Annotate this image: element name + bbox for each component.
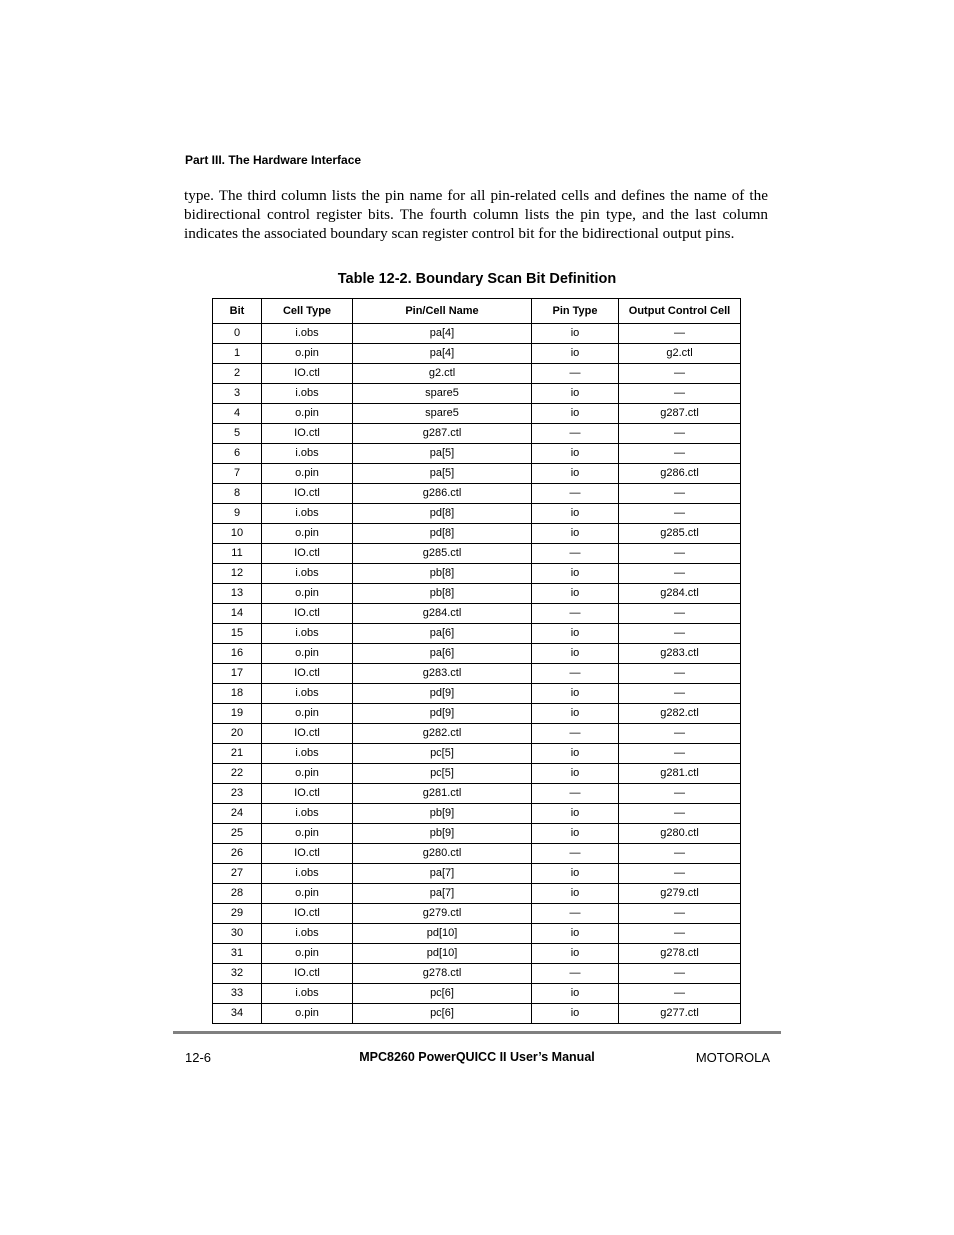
cell-pin-type: — [532, 604, 619, 624]
cell-pin-type: io [532, 564, 619, 584]
column-header-pin-cell-name: Pin/Cell Name [353, 299, 532, 324]
table-row [213, 364, 741, 384]
table-row [213, 984, 741, 1004]
cell-output-control: — [619, 444, 741, 464]
cell-pin-cell-name: pb[8] [353, 564, 532, 584]
table-row [213, 504, 741, 524]
cell-cell-type: o.pin [262, 764, 353, 784]
cell-cell-type: o.pin [262, 524, 353, 544]
cell-output-control: — [619, 324, 741, 344]
cell-pin-cell-name: pc[5] [353, 744, 532, 764]
cell-pin-cell-name: pa[6] [353, 644, 532, 664]
cell-cell-type: o.pin [262, 944, 353, 964]
table-row [213, 804, 741, 824]
cell-pin-type: io [532, 524, 619, 544]
table-row [213, 1004, 741, 1024]
cell-pin-type: io [532, 864, 619, 884]
cell-pin-cell-name: pb[9] [353, 804, 532, 824]
cell-output-control: — [619, 544, 741, 564]
cell-pin-cell-name: pc[6] [353, 1004, 532, 1024]
cell-pin-type: io [532, 764, 619, 784]
cell-bit: 24 [213, 804, 262, 824]
cell-bit: 1 [213, 344, 262, 364]
cell-output-control: — [619, 384, 741, 404]
cell-bit: 14 [213, 604, 262, 624]
cell-pin-type: io [532, 404, 619, 424]
cell-output-control: — [619, 604, 741, 624]
boundary-scan-table [212, 298, 741, 1024]
cell-cell-type: IO.ctl [262, 424, 353, 444]
table-row [213, 484, 741, 504]
cell-cell-type: o.pin [262, 644, 353, 664]
cell-bit: 29 [213, 904, 262, 924]
cell-cell-type: IO.ctl [262, 784, 353, 804]
cell-bit: 23 [213, 784, 262, 804]
cell-cell-type: i.obs [262, 384, 353, 404]
table-row [213, 464, 741, 484]
table-row [213, 324, 741, 344]
table-row [213, 684, 741, 704]
cell-pin-cell-name: pd[8] [353, 504, 532, 524]
column-header-bit: Bit [213, 299, 262, 324]
cell-bit: 0 [213, 324, 262, 344]
cell-pin-type: io [532, 984, 619, 1004]
table-row [213, 724, 741, 744]
cell-bit: 15 [213, 624, 262, 644]
cell-bit: 13 [213, 584, 262, 604]
cell-output-control: — [619, 864, 741, 884]
cell-pin-cell-name: spare5 [353, 384, 532, 404]
cell-pin-cell-name: pd[10] [353, 924, 532, 944]
cell-pin-type: — [532, 364, 619, 384]
cell-pin-type: io [532, 384, 619, 404]
cell-cell-type: i.obs [262, 324, 353, 344]
cell-pin-cell-name: g282.ctl [353, 724, 532, 744]
cell-cell-type: i.obs [262, 924, 353, 944]
cell-cell-type: i.obs [262, 564, 353, 584]
column-header-pin-type: Pin Type [532, 299, 619, 324]
cell-pin-cell-name: g287.ctl [353, 424, 532, 444]
cell-bit: 2 [213, 364, 262, 384]
cell-pin-type: — [532, 664, 619, 684]
table-row [213, 604, 741, 624]
table-row [213, 624, 741, 644]
cell-pin-cell-name: g284.ctl [353, 604, 532, 624]
cell-pin-cell-name: pd[10] [353, 944, 532, 964]
cell-pin-type: — [532, 424, 619, 444]
cell-bit: 32 [213, 964, 262, 984]
table-row [213, 544, 741, 564]
cell-output-control: — [619, 784, 741, 804]
cell-output-control: — [619, 964, 741, 984]
cell-cell-type: o.pin [262, 464, 353, 484]
cell-bit: 8 [213, 484, 262, 504]
cell-bit: 11 [213, 544, 262, 564]
cell-cell-type: i.obs [262, 624, 353, 644]
table-row [213, 844, 741, 864]
cell-bit: 12 [213, 564, 262, 584]
cell-pin-cell-name: pa[5] [353, 464, 532, 484]
cell-cell-type: i.obs [262, 684, 353, 704]
cell-pin-cell-name: g280.ctl [353, 844, 532, 864]
table-row [213, 784, 741, 804]
cell-bit: 16 [213, 644, 262, 664]
table-row [213, 584, 741, 604]
cell-bit: 30 [213, 924, 262, 944]
cell-cell-type: IO.ctl [262, 724, 353, 744]
cell-cell-type: o.pin [262, 704, 353, 724]
cell-output-control: g285.ctl [619, 524, 741, 544]
cell-pin-type: io [532, 324, 619, 344]
cell-pin-type: — [532, 484, 619, 504]
cell-pin-type: — [532, 544, 619, 564]
cell-pin-cell-name: g281.ctl [353, 784, 532, 804]
cell-pin-type: io [532, 444, 619, 464]
cell-pin-cell-name: pc[5] [353, 764, 532, 784]
table-row [213, 444, 741, 464]
company-name: MOTOROLA [695, 1050, 770, 1065]
cell-bit: 25 [213, 824, 262, 844]
cell-pin-type: io [532, 504, 619, 524]
cell-pin-cell-name: pa[7] [353, 864, 532, 884]
table-row [213, 944, 741, 964]
cell-cell-type: i.obs [262, 504, 353, 524]
cell-output-control: g279.ctl [619, 884, 741, 904]
cell-pin-type: io [532, 804, 619, 824]
cell-cell-type: IO.ctl [262, 904, 353, 924]
table-row [213, 904, 741, 924]
cell-pin-type: io [532, 944, 619, 964]
cell-pin-type: io [532, 624, 619, 644]
cell-cell-type: o.pin [262, 404, 353, 424]
cell-cell-type: IO.ctl [262, 544, 353, 564]
cell-cell-type: i.obs [262, 864, 353, 884]
cell-bit: 7 [213, 464, 262, 484]
cell-pin-cell-name: pd[9] [353, 684, 532, 704]
footer-rule [173, 1031, 781, 1034]
cell-output-control: g284.ctl [619, 584, 741, 604]
cell-bit: 10 [213, 524, 262, 544]
cell-pin-type: io [532, 704, 619, 724]
cell-cell-type: IO.ctl [262, 484, 353, 504]
manual-title: MPC8260 PowerQUICC II User’s Manual [359, 1050, 595, 1064]
cell-bit: 22 [213, 764, 262, 784]
cell-pin-type: io [532, 464, 619, 484]
cell-cell-type: IO.ctl [262, 964, 353, 984]
cell-bit: 3 [213, 384, 262, 404]
cell-output-control: — [619, 724, 741, 744]
table-row [213, 704, 741, 724]
cell-output-control: — [619, 664, 741, 684]
cell-bit: 27 [213, 864, 262, 884]
table-row [213, 864, 741, 884]
cell-pin-type: — [532, 784, 619, 804]
cell-cell-type: i.obs [262, 444, 353, 464]
cell-output-control: — [619, 844, 741, 864]
cell-pin-cell-name: pa[4] [353, 324, 532, 344]
cell-bit: 5 [213, 424, 262, 444]
cell-output-control: — [619, 984, 741, 1004]
cell-cell-type: o.pin [262, 1004, 353, 1024]
cell-cell-type: o.pin [262, 584, 353, 604]
cell-output-control: — [619, 744, 741, 764]
cell-pin-cell-name: pc[6] [353, 984, 532, 1004]
cell-pin-cell-name: pa[6] [353, 624, 532, 644]
cell-output-control: g283.ctl [619, 644, 741, 664]
page-number: 12-6 [185, 1050, 212, 1065]
table-row [213, 924, 741, 944]
table-row [213, 964, 741, 984]
table-row [213, 404, 741, 424]
cell-bit: 31 [213, 944, 262, 964]
cell-bit: 28 [213, 884, 262, 904]
cell-output-control: — [619, 904, 741, 924]
cell-output-control: — [619, 624, 741, 644]
cell-pin-type: — [532, 724, 619, 744]
cell-pin-cell-name: pa[7] [353, 884, 532, 904]
cell-bit: 20 [213, 724, 262, 744]
cell-output-control: g287.ctl [619, 404, 741, 424]
table-row [213, 664, 741, 684]
cell-output-control: — [619, 924, 741, 944]
cell-pin-cell-name: pb[8] [353, 584, 532, 604]
column-header-output-control-cell: Output Control Cell [619, 299, 741, 324]
cell-bit: 33 [213, 984, 262, 1004]
cell-bit: 21 [213, 744, 262, 764]
cell-pin-cell-name: g286.ctl [353, 484, 532, 504]
cell-pin-type: — [532, 964, 619, 984]
cell-pin-type: io [532, 684, 619, 704]
cell-pin-cell-name: g283.ctl [353, 664, 532, 684]
cell-output-control: g286.ctl [619, 464, 741, 484]
cell-cell-type: i.obs [262, 744, 353, 764]
cell-output-control: — [619, 564, 741, 584]
table-row [213, 744, 741, 764]
cell-output-control: g277.ctl [619, 1004, 741, 1024]
cell-cell-type: o.pin [262, 344, 353, 364]
table-caption: Table 12-2. Boundary Scan Bit Definition [337, 271, 617, 287]
cell-pin-type: — [532, 844, 619, 864]
cell-output-control: — [619, 684, 741, 704]
cell-output-control: — [619, 484, 741, 504]
cell-cell-type: IO.ctl [262, 604, 353, 624]
cell-output-control: — [619, 504, 741, 524]
cell-cell-type: o.pin [262, 824, 353, 844]
intro-paragraph: type. The third column lists the pin name for all pin-related cells and defines the name of the bidirectional control register bits. The fourth column lists the pin type, and the last column indicates the associated boundary scan register control bit for the bidirectional output pins. [184, 187, 768, 242]
cell-pin-cell-name: pd[8] [353, 524, 532, 544]
cell-output-control: — [619, 424, 741, 444]
cell-pin-cell-name: pd[9] [353, 704, 532, 724]
cell-bit: 34 [213, 1004, 262, 1024]
cell-pin-type: io [532, 344, 619, 364]
cell-cell-type: o.pin [262, 884, 353, 904]
cell-pin-type: — [532, 904, 619, 924]
cell-bit: 19 [213, 704, 262, 724]
table-row [213, 764, 741, 784]
table-row [213, 884, 741, 904]
table-row [213, 344, 741, 364]
table-row [213, 564, 741, 584]
cell-pin-cell-name: pa[4] [353, 344, 532, 364]
cell-pin-cell-name: g279.ctl [353, 904, 532, 924]
cell-cell-type: i.obs [262, 984, 353, 1004]
table-row [213, 824, 741, 844]
table-row [213, 644, 741, 664]
cell-bit: 6 [213, 444, 262, 464]
cell-pin-type: io [532, 744, 619, 764]
cell-cell-type: IO.ctl [262, 664, 353, 684]
cell-cell-type: i.obs [262, 804, 353, 824]
cell-output-control: g278.ctl [619, 944, 741, 964]
table-header-row [213, 299, 741, 324]
running-header: Part III. The Hardware Interface [185, 153, 362, 167]
cell-output-control: g2.ctl [619, 344, 741, 364]
cell-pin-type: io [532, 644, 619, 664]
cell-output-control: g282.ctl [619, 704, 741, 724]
cell-output-control: g281.ctl [619, 764, 741, 784]
cell-bit: 17 [213, 664, 262, 684]
table-row [213, 524, 741, 544]
cell-pin-cell-name: g285.ctl [353, 544, 532, 564]
cell-bit: 4 [213, 404, 262, 424]
cell-cell-type: IO.ctl [262, 364, 353, 384]
column-header-cell-type: Cell Type [262, 299, 353, 324]
cell-bit: 9 [213, 504, 262, 524]
cell-pin-cell-name: pb[9] [353, 824, 532, 844]
cell-cell-type: IO.ctl [262, 844, 353, 864]
cell-pin-type: io [532, 824, 619, 844]
cell-pin-cell-name: g278.ctl [353, 964, 532, 984]
cell-output-control: — [619, 364, 741, 384]
table-body [213, 324, 741, 1024]
cell-output-control: — [619, 804, 741, 824]
cell-pin-cell-name: spare5 [353, 404, 532, 424]
cell-pin-cell-name: g2.ctl [353, 364, 532, 384]
table-row [213, 384, 741, 404]
cell-pin-type: io [532, 1004, 619, 1024]
cell-pin-type: io [532, 884, 619, 904]
cell-bit: 18 [213, 684, 262, 704]
cell-bit: 26 [213, 844, 262, 864]
cell-pin-type: io [532, 584, 619, 604]
cell-pin-type: io [532, 924, 619, 944]
cell-pin-cell-name: pa[5] [353, 444, 532, 464]
table-row [213, 424, 741, 444]
cell-output-control: g280.ctl [619, 824, 741, 844]
